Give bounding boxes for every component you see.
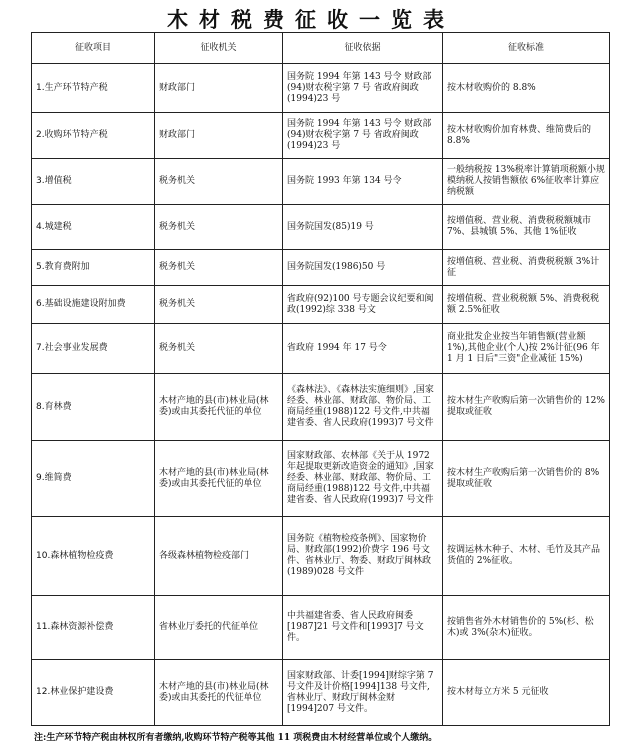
cell-basis: 国务院 1994 年第 143 号令 财政部(94)财农税字第 7 号 省政府闽政(1994)23 号 (283, 64, 443, 113)
table-row (32, 64, 610, 113)
cell-basis: 国务院 1993 年第 134 号令 (283, 159, 443, 205)
cell-standard: 按增值税、营业税税额 5%、消费税税额 2.5%征收 (443, 286, 610, 324)
cell-item: 1.生产环节特产税 (32, 64, 155, 113)
cell-basis: 省政府(92)100 号专题会议纪要和闽政(1992)综 338 号文 (283, 286, 443, 324)
cell-org: 税务机关 (155, 159, 283, 205)
cell-standard: 按增值税、营业税、消费税税额城市 7%、县城镇 5%、其他 1%征收 (443, 205, 610, 250)
cell-standard: 按木材生产收购后第一次销售价的 8%提取或征收 (443, 441, 610, 517)
cell-standard: 商业批发企业按当年销售额(营业额 1%),其他企业(个人)按 2%计征(96 年 1 月 1 日后"三资"企业减征 15%) (443, 324, 610, 374)
table-row (32, 517, 610, 596)
cell-org: 省林业厅委托的代征单位 (155, 596, 283, 660)
cell-org: 税务机关 (155, 205, 283, 250)
cell-item: 2.收购环节特产税 (32, 113, 155, 159)
table-header-row (32, 33, 610, 64)
cell-basis: 省政府 1994 年 17 号令 (283, 324, 443, 374)
table-row (32, 286, 610, 324)
cell-standard: 一般纳税按 13%税率计算销项税额小规模纳税人按销售额依 6%征收率计算应纳税额 (443, 159, 610, 205)
cell-standard: 按木材收购价加育林费、维简费后的 8.8% (443, 113, 610, 159)
cell-item: 4.城建税 (32, 205, 155, 250)
cell-basis: 国务院国发(85)19 号 (283, 205, 443, 250)
cell-standard: 按调运林木种子、木材、毛竹及其产品货值的 2%征收。 (443, 517, 610, 596)
cell-org: 财政部门 (155, 64, 283, 113)
table-row (32, 113, 610, 159)
cell-basis: 国务院 1994 年第 143 号令 财政部(94)财农税字第 7 号 省政府闽政(1994)23 号 (283, 113, 443, 159)
header-item: 征收项目 (32, 33, 155, 64)
cell-item: 5.教育费附加 (32, 250, 155, 286)
cell-standard: 按木材每立方米 5 元征收 (443, 660, 610, 726)
cell-standard: 按木材收购价的 8.8% (443, 64, 610, 113)
cell-basis: 国家财政部、农林部《关于从 1972 年起提取更新改造资金的通知》,国家经委、林业部、财政部、物价局、工商局经重(1988)122 号文件,中共福建省委、省人民政府(1993)7 号文件 (283, 441, 443, 517)
cell-item: 10.森林植物检疫费 (32, 517, 155, 596)
table-row (32, 596, 610, 660)
cell-org: 木材产地的县(市)林业局(林委)或由其委托代征的单位 (155, 441, 283, 517)
table-row (32, 250, 610, 286)
cell-basis: 《森林法》、《森林法实施细则》,国家经委、林业部、财政部、物价局、工商局经重(1988)122 号文件,中共福建省委、省人民政府(1993)7 号文件 (283, 374, 443, 441)
cell-basis: 国务院《植物检疫条例》、国家物价局、财政部(1992)价费字 196 号文件、省林业厅、物委、财政厅闽林政(1989)028 号文件 (283, 517, 443, 596)
cell-org: 税务机关 (155, 324, 283, 374)
cell-item: 7.社会事业发展费 (32, 324, 155, 374)
header-standard: 征收标准 (443, 33, 610, 64)
cell-basis: 中共福建省委、省人民政府闽委[1987]21 号文件和[1993]7 号文件。 (283, 596, 443, 660)
cell-item: 6.基础设施建设附加费 (32, 286, 155, 324)
table-row (32, 660, 610, 726)
cell-item: 12.林业保护建设费 (32, 660, 155, 726)
header-org: 征收机关 (155, 33, 283, 64)
footnote: 注:生产环节特产税由林权所有者缴纳,收购环节特产税等其他 11 项税费由木材经营单位或个人缴纳。 (34, 733, 438, 743)
cell-org: 财政部门 (155, 113, 283, 159)
cell-org: 税务机关 (155, 250, 283, 286)
document-title: 木材税费征收一览表 (167, 7, 455, 32)
cell-org: 木材产地的县(市)林业局(林委)或由其委托代征的单位 (155, 374, 283, 441)
header-basis: 征收依据 (283, 33, 443, 64)
cell-org: 木材产地的县(市)林业局(林委)或由其委托的代征单位 (155, 660, 283, 726)
cell-item: 3.增值税 (32, 159, 155, 205)
cell-org: 各级森林植物检疫部门 (155, 517, 283, 596)
cell-standard: 按木材生产收购后第一次销售价的 12%提取或征收 (443, 374, 610, 441)
table-row (32, 324, 610, 374)
cell-standard: 按销售省外木材销售价的 5%(杉、松木)或 3%(杂木)征收。 (443, 596, 610, 660)
cell-basis: 国家财政部、计委[1994]财综字第 7 号文件及计价格[1994]138 号文件,省林业厅、财政厅闽林金财[1994]207 号文件。 (283, 660, 443, 726)
table-row (32, 205, 610, 250)
table-row (32, 441, 610, 517)
cell-item: 11.森林资源补偿费 (32, 596, 155, 660)
cell-item: 9.维简费 (32, 441, 155, 517)
tax-fee-table (31, 32, 610, 726)
cell-org: 税务机关 (155, 286, 283, 324)
cell-basis: 国务院国发(1986)50 号 (283, 250, 443, 286)
table-row (32, 374, 610, 441)
cell-item: 8.育林费 (32, 374, 155, 441)
table-row (32, 159, 610, 205)
cell-standard: 按增值税、营业税、消费税税额 3%计征 (443, 250, 610, 286)
